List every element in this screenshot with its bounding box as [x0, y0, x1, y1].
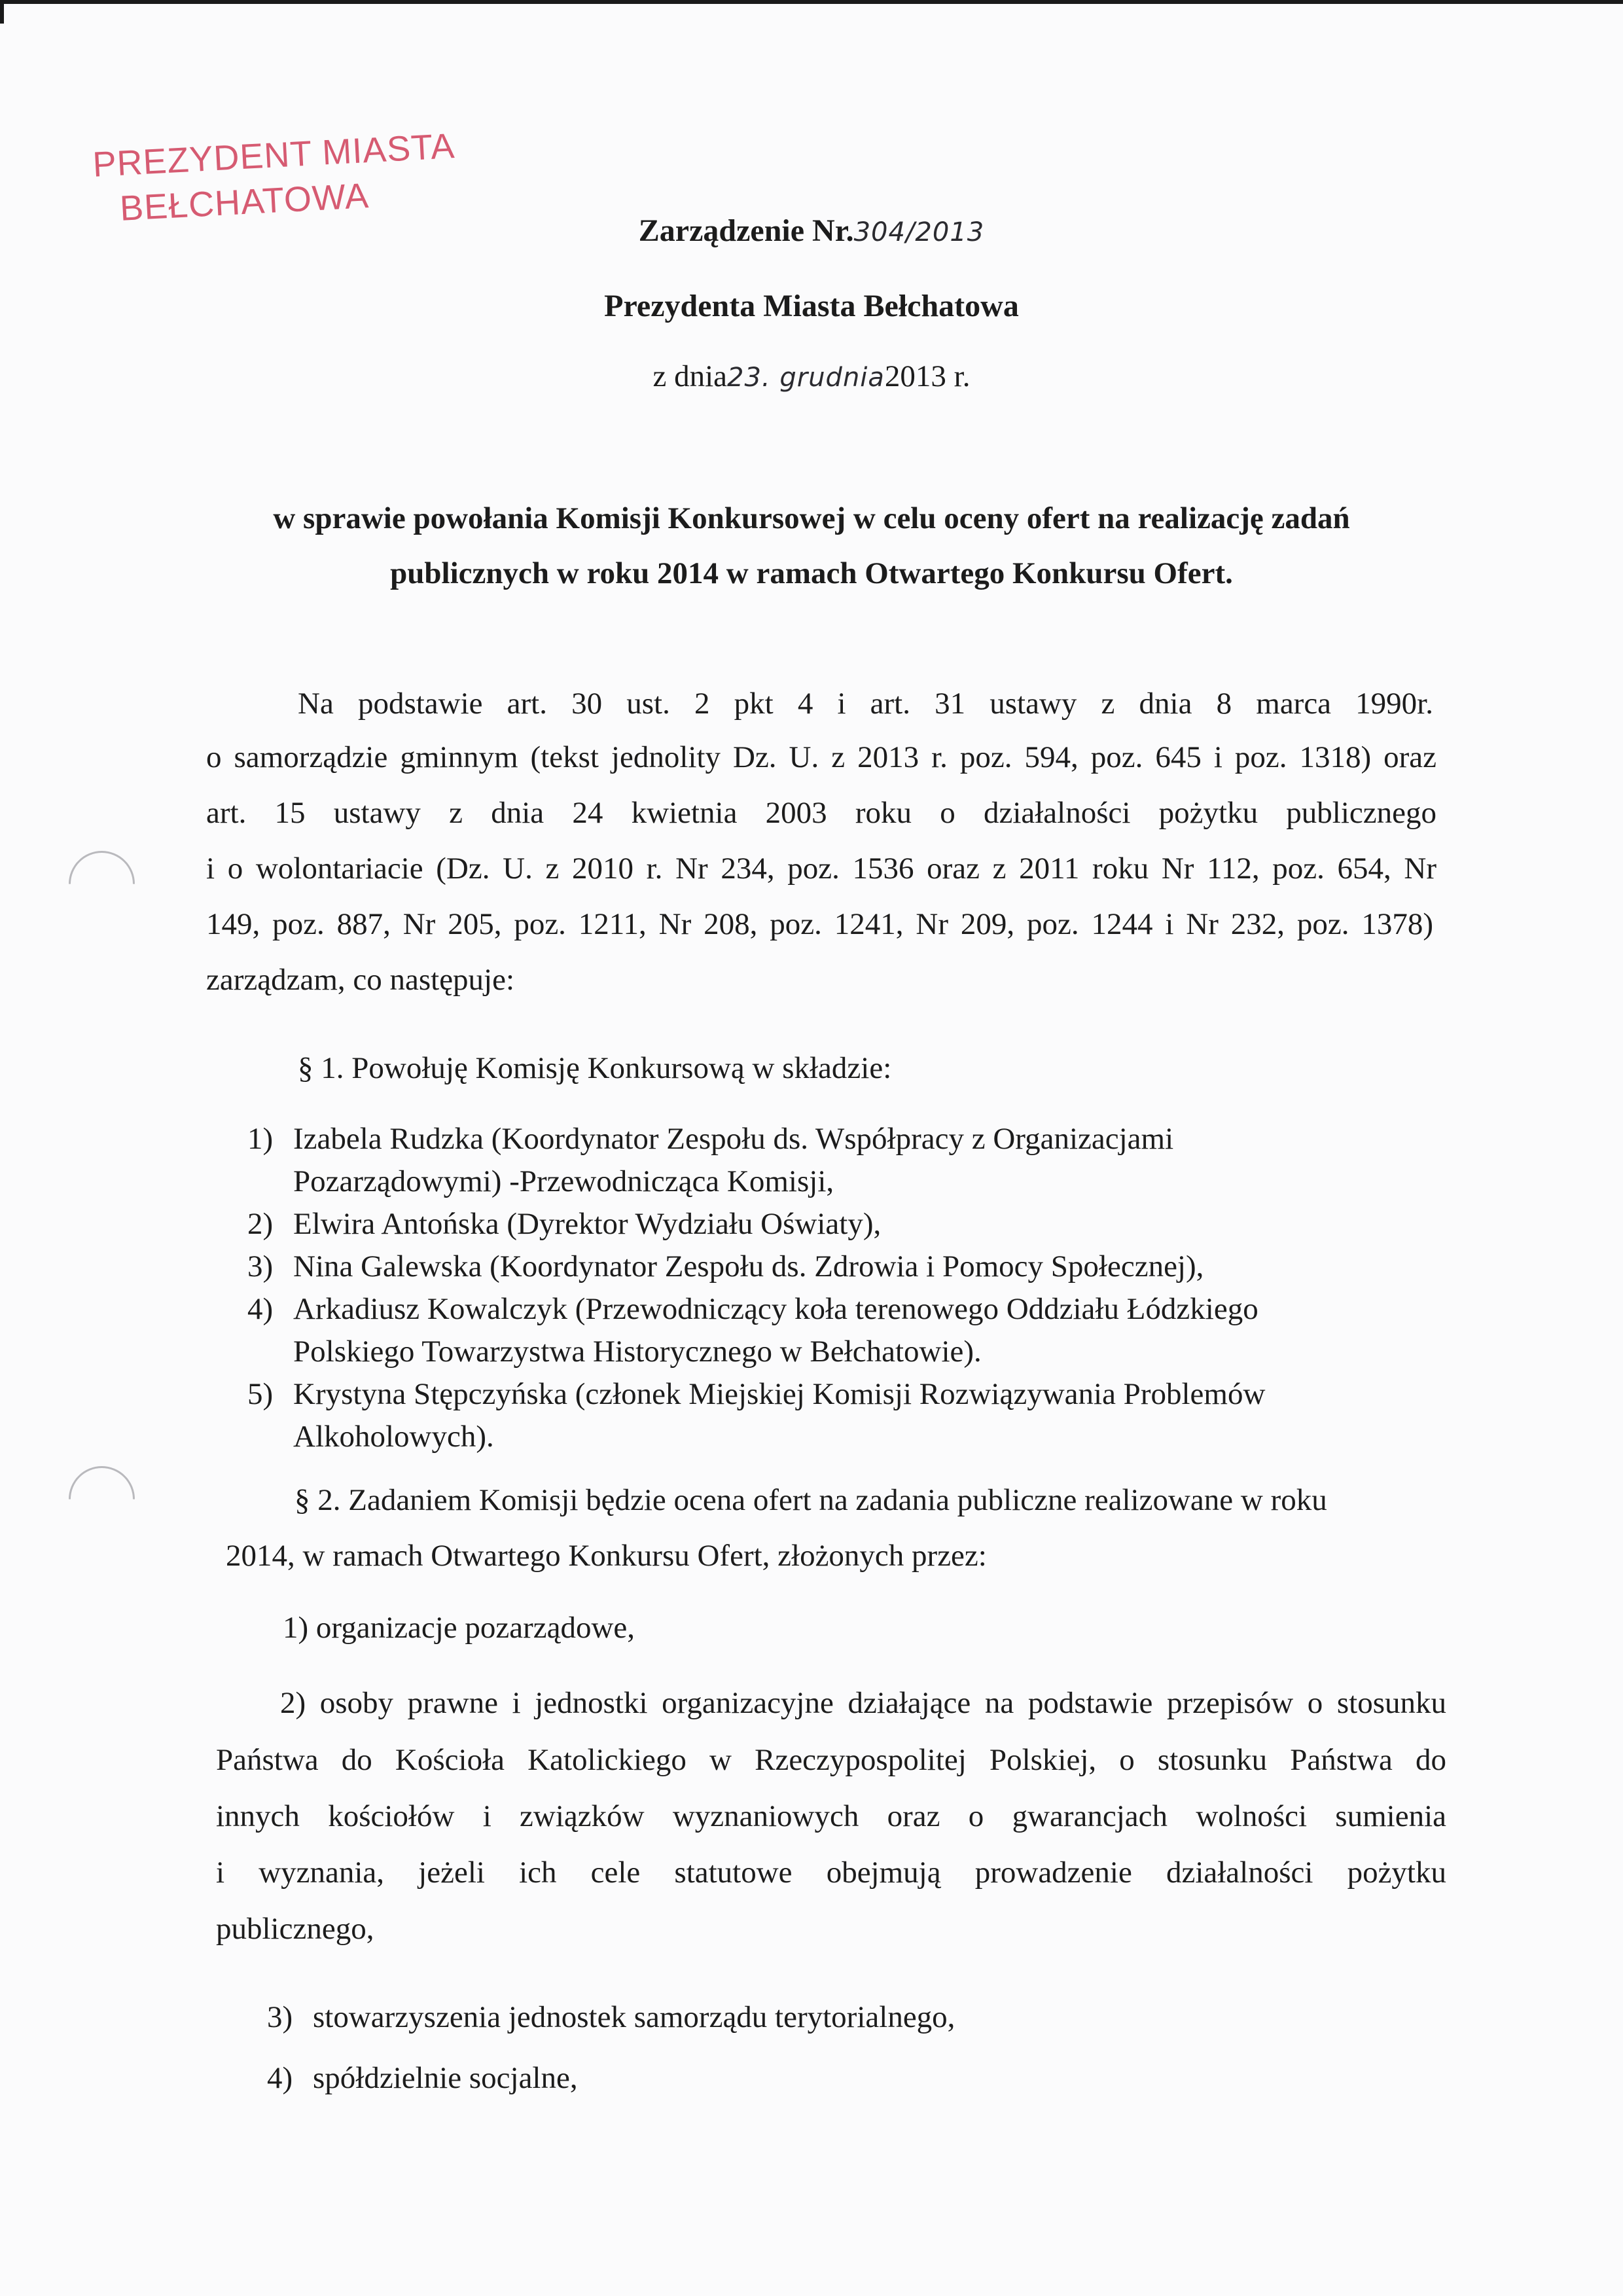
preamble-line: o samorządzie gminnym (tekst jednolity Dz. U. z 2013 r. poz. 594, poz. 645 i poz. 1318) oraz	[206, 740, 1436, 774]
subject-line: w sprawie powołania Komisji Konkursowej w celu oceny ofert na realizację zadań	[273, 501, 1350, 535]
item-number: 1)	[247, 1122, 274, 1156]
member-text-continued: Pozarządowymi) -Przewodnicząca Komisji,	[293, 1164, 834, 1198]
handwritten-number: 304/2013	[853, 217, 985, 247]
entity-text: stowarzyszenia jednostek samorządu terytorialnego,	[313, 2000, 955, 2034]
entity-text: spółdzielnie socjalne,	[313, 2061, 578, 2095]
entity-item	[267, 2000, 955, 2035]
member-text: Arkadiusz Kowalczyk (Przewodniczący koła terenowego Oddziału Łódzkiego	[293, 1292, 1258, 1326]
issuer: Prezydenta Miasta Bełchatowa	[604, 289, 1019, 323]
member-item	[247, 1376, 1265, 1412]
member-item	[247, 1206, 881, 1242]
item-number: 4)	[267, 2061, 293, 2095]
handwritten-date: 23. grudnia	[727, 363, 885, 393]
item-number: 3)	[267, 2000, 293, 2034]
member-text: Nina Galewska (Koordynator Zespołu ds. Zdrowia i Pomocy Społecznej),	[293, 1249, 1204, 1283]
preamble-line: i o wolontariacie (Dz. U. z 2010 r. Nr 234, poz. 1536 oraz z 2011 roku Nr 112, poz. 654, Nr	[206, 852, 1436, 886]
entity-item	[267, 2060, 578, 2096]
subject-line: publicznych w roku 2014 w ramach Otwartego Konkursu Ofert.	[390, 556, 1233, 590]
punch-hole-mark	[55, 1452, 149, 1546]
document-title	[0, 213, 1623, 249]
member-text-continued: Alkoholowych).	[293, 1420, 494, 1454]
item-number: 3)	[247, 1249, 274, 1283]
scan-edge	[0, 0, 4, 24]
punch-hole-mark	[55, 837, 149, 931]
entity-item-continued: i wyznania, jeżeli ich cele statutowe obejmują prowadzenie działalności pożytku	[216, 1856, 1446, 1890]
entity-item: 2) osoby prawne i jednostki organizacyjne działające na podstawie przepisów o stosunku	[280, 1686, 1446, 1720]
stamp-line-2: BEŁCHATOWA	[118, 175, 370, 228]
entity-item-continued: publicznego,	[216, 1912, 374, 1946]
date-prefix: z dnia	[652, 359, 728, 393]
scan-edge	[0, 0, 1623, 4]
preamble-line: 149, poz. 887, Nr 205, poz. 1211, Nr 208, poz. 1241, Nr 209, poz. 1244 i Nr 232, poz. 1378)	[206, 907, 1433, 941]
item-number: 5)	[247, 1377, 274, 1411]
entity-item-continued: innych kościołów i związków wyznaniowych oraz o gwarancjach wolności sumienia	[216, 1799, 1446, 1833]
item-number: 2)	[247, 1207, 274, 1241]
entity-item: 1) organizacje pozarządowe,	[283, 1611, 635, 1645]
stamp-line-1: PREZYDENT MIASTA	[92, 126, 456, 185]
preamble-line: zarządzam, co następuje:	[206, 963, 515, 997]
title-prefix: Zarządzenie Nr.	[638, 213, 854, 248]
document-date	[0, 359, 1623, 394]
member-item	[247, 1121, 1173, 1157]
section-2-text: § 2. Zadaniem Komisji będzie ocena ofert na zadania publiczne realizowane w roku	[294, 1483, 1327, 1517]
date-suffix: 2013 r.	[884, 359, 971, 393]
member-text: Izabela Rudzka (Koordynator Zespołu ds. Współpracy z Organizacjami	[293, 1122, 1174, 1156]
item-number: 4)	[247, 1292, 274, 1326]
member-item	[247, 1291, 1258, 1327]
section-1-heading: § 1. Powołuję Komisję Konkursową w składzie:	[298, 1051, 892, 1085]
section-2-text: 2014, w ramach Otwartego Konkursu Ofert, złożonych przez:	[226, 1539, 987, 1573]
document-subject	[164, 491, 1459, 601]
member-text: Elwira Antońska (Dyrektor Wydziału Oświaty),	[293, 1207, 882, 1241]
member-text: Krystyna Stępczyńska (członek Miejskiej Komisji Rozwiązywania Problemów	[293, 1377, 1266, 1411]
member-item	[247, 1249, 1204, 1284]
preamble-line: art. 15 ustawy z dnia 24 kwietnia 2003 roku o działalności pożytku publicznego	[206, 796, 1436, 830]
member-text-continued: Polskiego Towarzystwa Historycznego w Bełchatowie).	[293, 1335, 982, 1369]
preamble-line: Na podstawie art. 30 ust. 2 pkt 4 i art. 31 ustawy z dnia 8 marca 1990r.	[298, 687, 1433, 721]
entity-item-continued: Państwa do Kościoła Katolickiego w Rzeczypospolitej Polskiej, o stosunku Państwa do	[216, 1743, 1446, 1777]
